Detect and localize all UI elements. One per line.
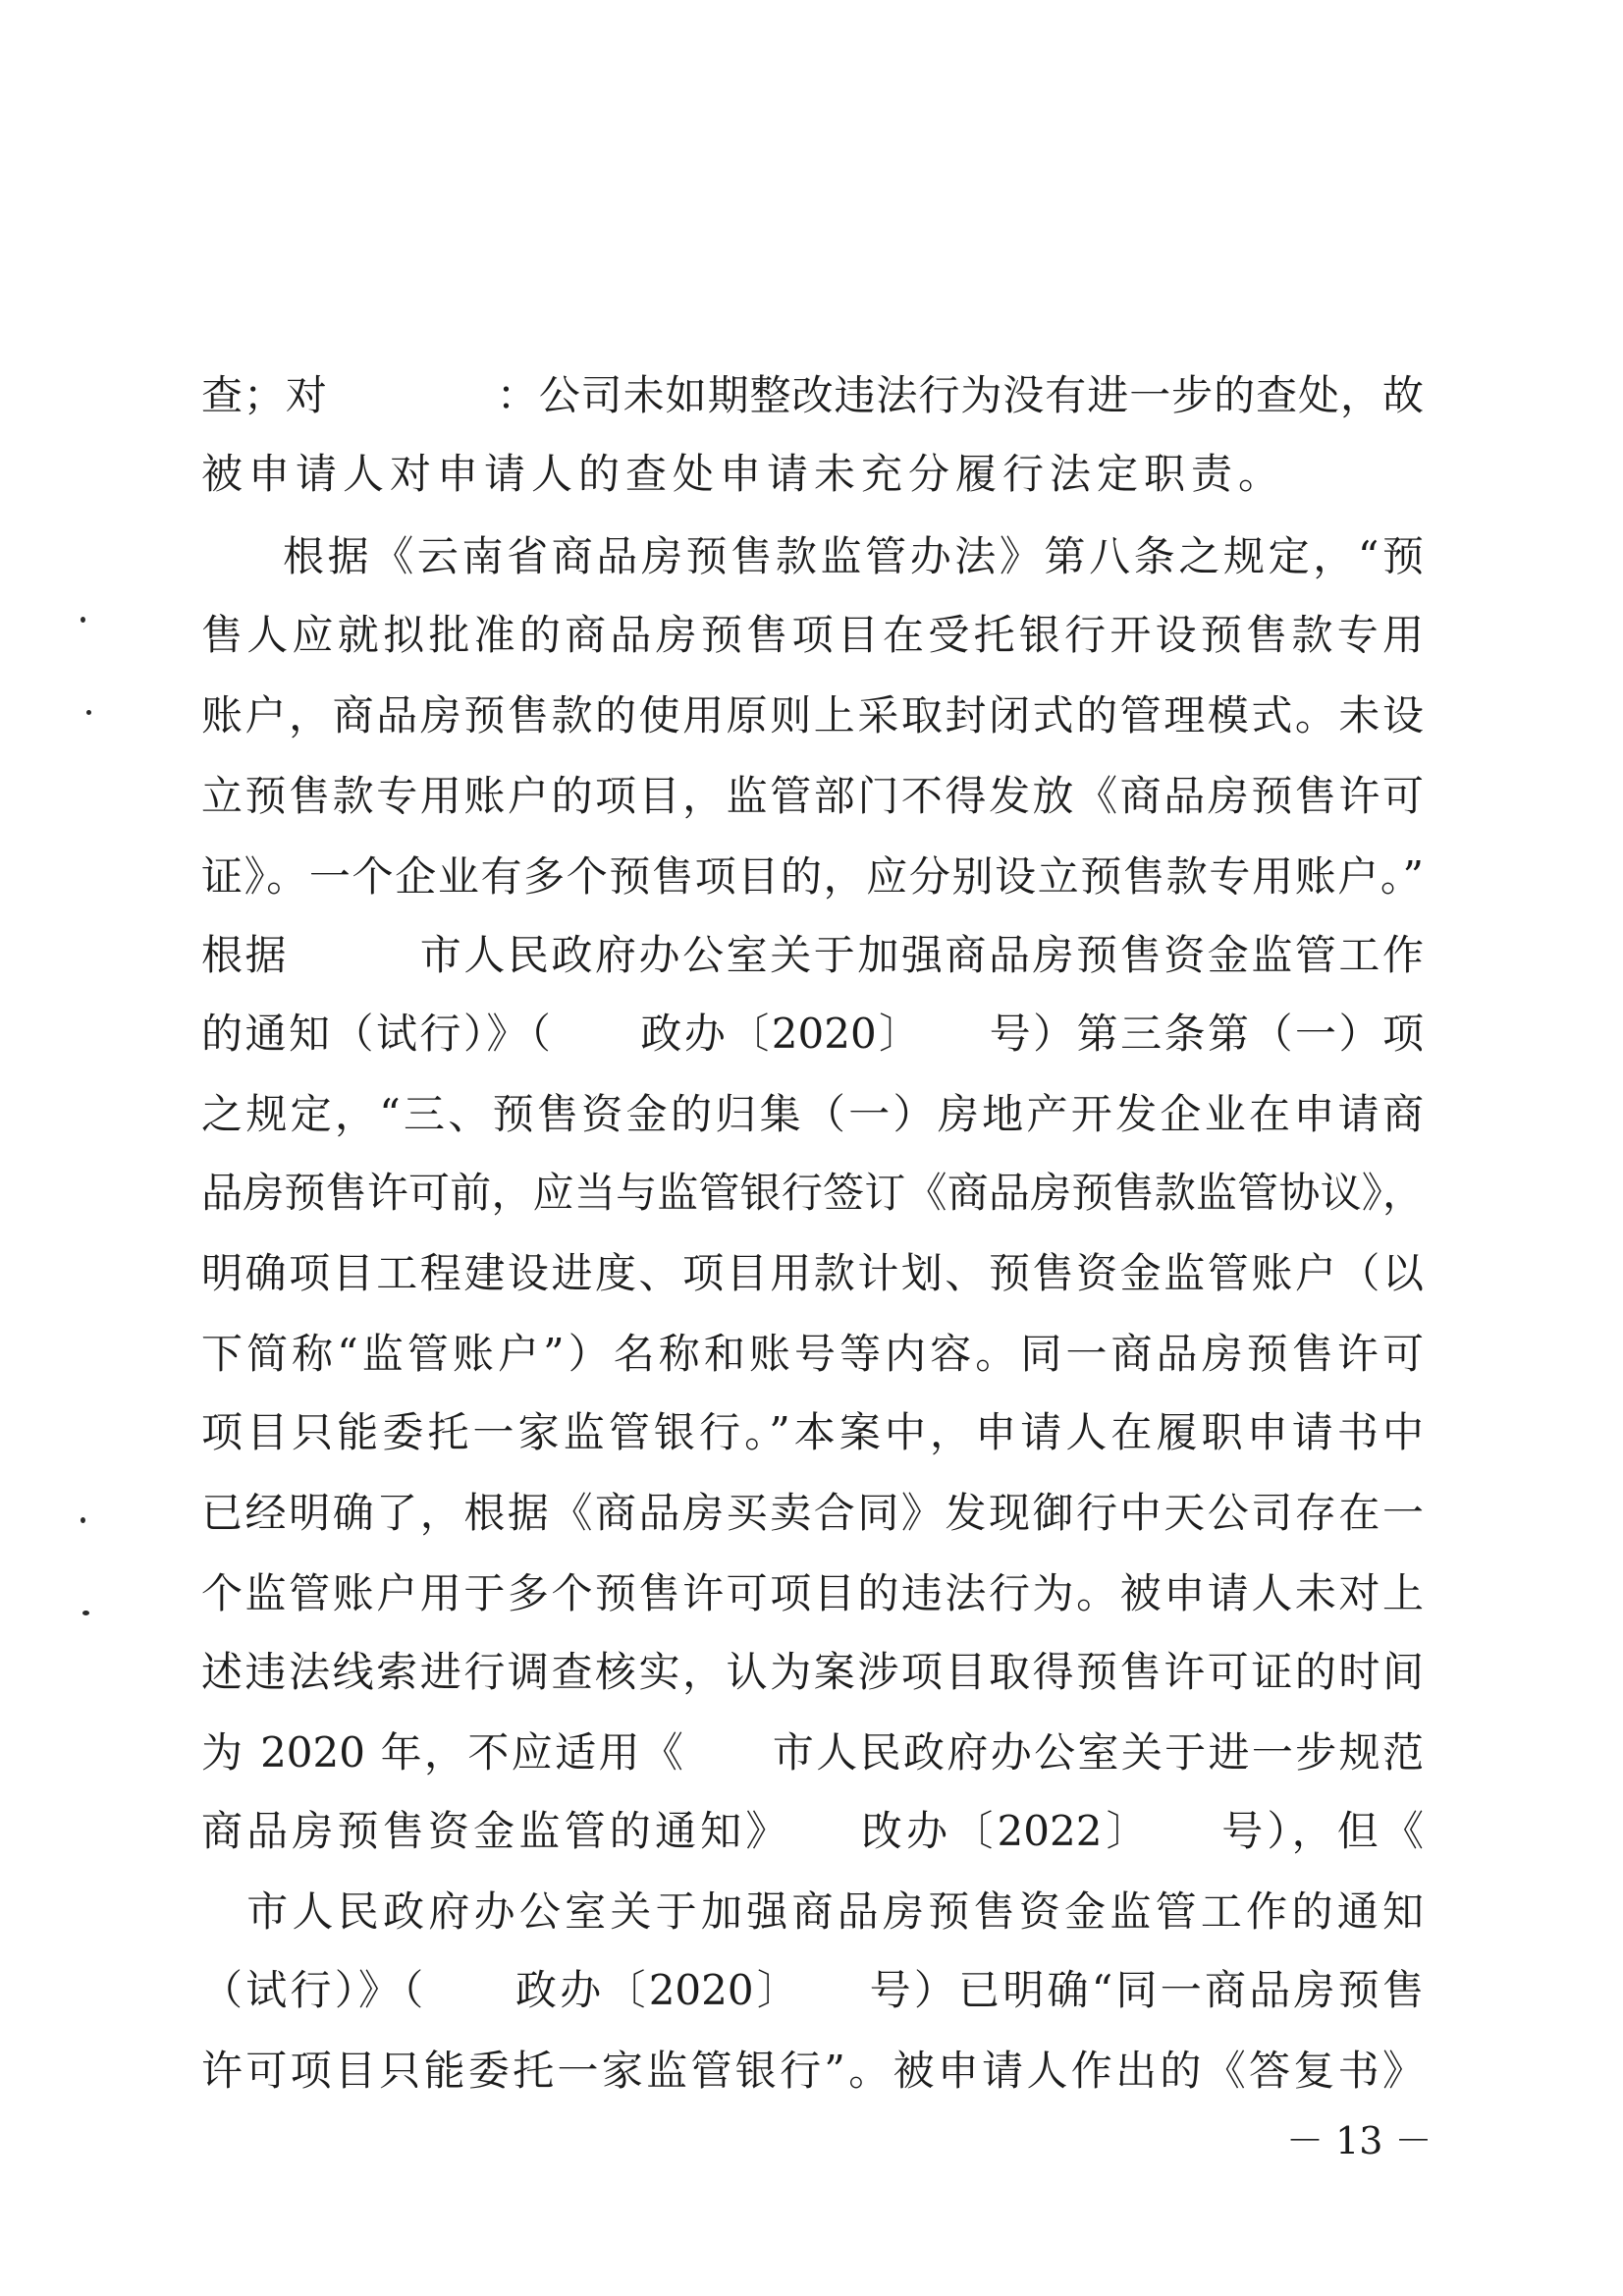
body-line-3: 根据《云南省商品房预售款监管办法》第八条之规定，“预	[283, 532, 1424, 580]
body-line-14: 项目只能委托一家监管银行。”本案中，申请人在履职申请书中	[201, 1408, 1424, 1456]
body-line-9: 的通知（试行）》（ 政办〔2020〕 号）第三条第（一）项	[201, 1010, 1424, 1058]
body-line-8: 根据 市人民政府办公室关于加强商品房预售资金监管工作	[201, 931, 1424, 979]
body-line-21: （试行）》（ 政办〔2020〕 号）已明确“同一商品房预售	[201, 1966, 1424, 2014]
scan-speck	[86, 710, 91, 715]
body-line-13: 下简称“监管账户”）名称和账号等内容。同一商品房预售许可	[201, 1330, 1424, 1378]
body-line-22: 许可项目只能委托一家监管银行”。被申请人作出的《答复书》	[201, 2047, 1424, 2095]
scan-speck	[81, 1517, 85, 1523]
body-line-2: 被申请人对申请人的查处申请未充分履行法定职责。	[201, 450, 1286, 498]
body-line-18: 为 2020 年，不应适用《 市人民政府办公室关于进一步规范	[201, 1728, 1424, 1777]
body-line-16: 个监管账户用于多个预售许可项目的违法行为。被申请人未对上	[201, 1569, 1424, 1617]
body-line-19: 商品房预售资金监管的通知》 攺办〔2022〕 号），但《	[201, 1807, 1424, 1855]
body-line-1: 查；对 ：公司未如期整改违法行为没有进一步的查处，故	[201, 371, 1424, 419]
body-line-10: 之规定，“三、预售资金的归集（一）房地产开发企业在申请商	[201, 1090, 1424, 1138]
body-line-15: 已经明确了，根据《商品房买卖合同》发现御行中天公司存在一	[201, 1489, 1424, 1537]
body-line-4: 售人应就拟批准的商品房预售项目在受托银行开设预售款专用	[201, 611, 1424, 659]
body-line-20: 市人民政府办公室关于加强商品房预售资金监管工作的通知	[201, 1887, 1424, 1936]
body-line-7: 证》。一个企业有多个预售项目的，应分别设立预售款专用账户。”	[201, 852, 1424, 901]
body-line-11: 品房预售许可前，应当与监管银行签订《商品房预售款监管协议》，	[201, 1169, 1424, 1217]
scan-speck	[82, 1611, 89, 1615]
body-line-6: 立预售款专用账户的项目，监管部门不得发放《商品房预售许可	[201, 772, 1424, 820]
body-line-12: 明确项目工程建设进度、项目用款计划、预售资金监管账户（以	[201, 1249, 1424, 1297]
body-line-17: 述违法线索进行调查核实，认为案涉项目取得预售许可证的时间	[201, 1648, 1424, 1696]
scan-speck	[81, 617, 85, 623]
page-number: － 13 －	[1286, 2119, 1433, 2162]
body-line-5: 账户，商品房预售款的使用原则上采取封闭式的管理模式。未设	[201, 691, 1424, 739]
